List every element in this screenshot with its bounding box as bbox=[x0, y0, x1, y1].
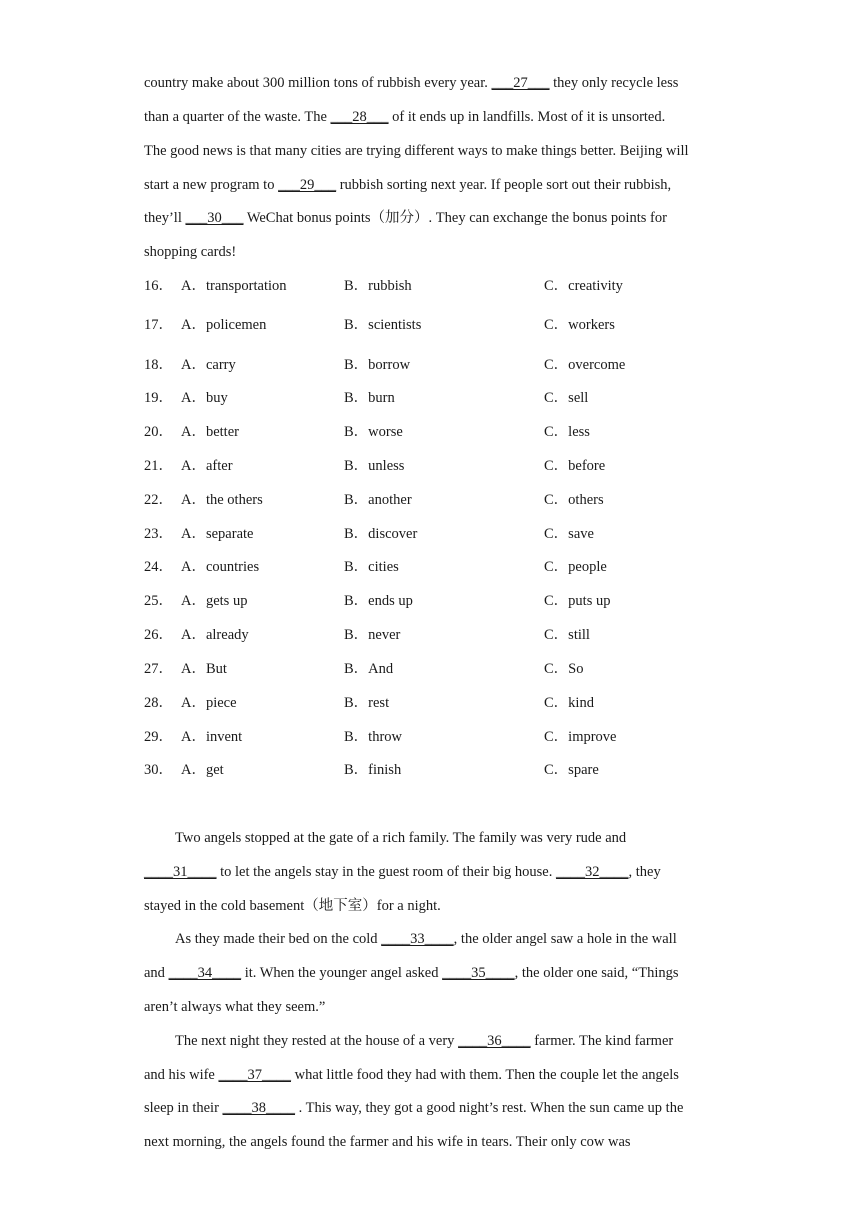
text-segment: next morning, the angels found the farmer and his wife in tears. Their only cow was bbox=[144, 1134, 631, 1150]
option-b[interactable]: B．unless bbox=[344, 458, 405, 474]
text-segment: they’ll bbox=[144, 210, 186, 226]
text-segment: shopping cards! bbox=[144, 244, 237, 260]
option-c[interactable]: C．save bbox=[544, 526, 594, 542]
text-line bbox=[175, 828, 626, 848]
text-segment: aren’t always what they seem.” bbox=[144, 999, 326, 1015]
text-line bbox=[144, 208, 667, 228]
question-row bbox=[144, 490, 744, 510]
text-segment: Two angels stopped at the gate of a rich family. The family was very rude and bbox=[175, 830, 627, 846]
option-c[interactable]: C．before bbox=[544, 458, 606, 474]
question-row bbox=[144, 727, 744, 747]
text-segment: sleep in their bbox=[144, 1100, 223, 1116]
option-a[interactable]: A．after bbox=[181, 458, 233, 474]
question-row bbox=[144, 557, 744, 577]
answer-blank: ____37____ bbox=[218, 1067, 291, 1083]
question-number: 24． bbox=[144, 559, 173, 575]
text-line bbox=[144, 1132, 631, 1152]
text-line bbox=[144, 896, 441, 916]
answer-blank: ____33____ bbox=[381, 931, 454, 947]
text-line bbox=[144, 1065, 679, 1085]
text-segment: rubbish sorting next year. If people sort out their rubbish, bbox=[336, 177, 672, 193]
text-line bbox=[144, 73, 678, 93]
text-segment: , they bbox=[628, 864, 661, 880]
question-number: 25． bbox=[144, 593, 173, 609]
text-segment: and his wife bbox=[144, 1067, 219, 1083]
text-segment: they only recycle less bbox=[549, 75, 679, 91]
text-segment: As they made their bed on the cold bbox=[175, 931, 382, 947]
question-number: 26． bbox=[144, 627, 173, 643]
text-segment: start a new program to bbox=[144, 177, 279, 193]
text-line bbox=[144, 175, 671, 195]
answer-blank: ____32____ bbox=[555, 864, 629, 880]
option-b[interactable]: B．scientists bbox=[344, 317, 422, 333]
question-number: 22． bbox=[144, 492, 173, 508]
text-line bbox=[144, 141, 689, 161]
option-c[interactable]: C．less bbox=[544, 424, 590, 440]
answer-blank: ___28___ bbox=[330, 109, 389, 125]
option-c[interactable]: C．improve bbox=[544, 729, 617, 745]
text-segment: of it ends up in landfills. Most of it is unsorted. bbox=[388, 109, 666, 125]
text-line bbox=[144, 242, 236, 262]
option-c[interactable]: C．puts up bbox=[544, 593, 611, 609]
option-a[interactable]: A．already bbox=[181, 627, 249, 643]
question-row bbox=[144, 625, 744, 645]
text-segment: , the older one said, “Things bbox=[514, 965, 679, 981]
option-b[interactable]: B．cities bbox=[344, 559, 399, 575]
text-segment: The next night they rested at the house of a very bbox=[175, 1033, 459, 1049]
text-line bbox=[175, 1031, 673, 1051]
text-segment: what little food they had with them. Then the couple let the angels bbox=[291, 1067, 679, 1083]
question-number: 27． bbox=[144, 661, 173, 677]
option-c[interactable]: C．sell bbox=[544, 390, 589, 406]
text-segment: The good news is that many cities are trying different ways to make things better. Beijing will bbox=[144, 143, 689, 159]
answer-blank: ____38____ bbox=[222, 1100, 296, 1116]
answer-blank: ____36____ bbox=[458, 1033, 531, 1049]
option-b[interactable]: B．borrow bbox=[344, 357, 411, 373]
text-segment: stayed in the cold basement（地下室）for a night. bbox=[144, 898, 441, 914]
text-line bbox=[144, 997, 325, 1017]
text-segment: country make about 300 million tons of rubbish every year. bbox=[144, 75, 492, 91]
text-line bbox=[144, 963, 679, 983]
text-segment: . This way, they got a good night’s rest. When the sun came up the bbox=[295, 1100, 684, 1116]
option-b[interactable]: B．another bbox=[344, 492, 412, 508]
text-segment: to let the angels stay in the guest room of their big house. bbox=[216, 864, 556, 880]
text-line bbox=[175, 929, 677, 949]
option-b[interactable]: B．worse bbox=[344, 424, 403, 440]
option-a[interactable]: A．the others bbox=[181, 492, 263, 508]
text-segment: farmer. The kind farmer bbox=[530, 1033, 674, 1049]
question-number: 28． bbox=[144, 695, 173, 711]
answer-blank: ___29___ bbox=[278, 177, 337, 193]
option-b[interactable]: B．burn bbox=[344, 390, 395, 406]
question-number: 21． bbox=[144, 458, 173, 474]
text-segment: and bbox=[144, 965, 169, 981]
question-row bbox=[144, 591, 744, 611]
question-number: 16． bbox=[144, 278, 173, 294]
option-a[interactable]: A．get bbox=[181, 762, 224, 778]
question-row bbox=[144, 276, 744, 296]
option-a[interactable]: A．better bbox=[181, 424, 239, 440]
question-row bbox=[144, 355, 744, 375]
option-a[interactable]: A．separate bbox=[181, 526, 254, 542]
text-segment: than a quarter of the waste. The bbox=[144, 109, 331, 125]
question-number: 23． bbox=[144, 526, 173, 542]
option-c[interactable]: C．creativity bbox=[544, 278, 623, 294]
option-a[interactable]: A．carry bbox=[181, 357, 236, 373]
answer-blank: ____34____ bbox=[168, 965, 242, 981]
question-row bbox=[144, 315, 744, 335]
question-number: 19． bbox=[144, 390, 173, 406]
option-c[interactable]: C．others bbox=[544, 492, 604, 508]
question-number: 17． bbox=[144, 317, 173, 333]
option-a[interactable]: A．transportation bbox=[181, 278, 287, 294]
question-row bbox=[144, 760, 744, 780]
option-b[interactable]: B．finish bbox=[344, 762, 402, 778]
option-c[interactable]: C．still bbox=[544, 627, 590, 643]
option-c[interactable]: C．overcome bbox=[544, 357, 626, 373]
option-a[interactable]: A．gets up bbox=[181, 593, 248, 609]
option-a[interactable]: A．piece bbox=[181, 695, 237, 711]
question-row bbox=[144, 388, 744, 408]
option-c[interactable]: C．workers bbox=[544, 317, 615, 333]
option-b[interactable]: B．rubbish bbox=[344, 278, 412, 294]
text-segment: , the older angel saw a hole in the wall bbox=[453, 931, 677, 947]
question-row bbox=[144, 422, 744, 442]
question-number: 18． bbox=[144, 357, 173, 373]
option-c[interactable]: C．people bbox=[544, 559, 607, 575]
option-c[interactable]: C．kind bbox=[544, 695, 594, 711]
option-b[interactable]: B．throw bbox=[344, 729, 402, 745]
option-b[interactable]: B．never bbox=[344, 627, 401, 643]
question-number: 29． bbox=[144, 729, 173, 745]
question-number: 20． bbox=[144, 424, 173, 440]
option-a[interactable]: A．buy bbox=[181, 390, 228, 406]
option-c[interactable]: C．spare bbox=[544, 762, 599, 778]
text-line bbox=[144, 107, 665, 127]
question-row bbox=[144, 659, 744, 679]
option-a[interactable]: A．policemen bbox=[181, 317, 267, 333]
answer-blank: ____35____ bbox=[442, 965, 515, 981]
option-b[interactable]: B．discover bbox=[344, 526, 418, 542]
text-line bbox=[144, 1098, 683, 1118]
question-number: 30． bbox=[144, 762, 173, 778]
question-row bbox=[144, 524, 744, 544]
answer-blank: ____31____ bbox=[144, 864, 217, 880]
text-line bbox=[144, 862, 661, 882]
answer-blank: ___30___ bbox=[185, 210, 244, 226]
option-a[interactable]: A．But bbox=[181, 661, 227, 677]
option-b[interactable]: B．ends up bbox=[344, 593, 413, 609]
text-segment: WeChat bonus points（加分）. They can exchange the bonus points for bbox=[243, 210, 667, 226]
option-a[interactable]: A．invent bbox=[181, 729, 243, 745]
question-row bbox=[144, 693, 744, 713]
answer-blank: ___27___ bbox=[491, 75, 550, 91]
option-b[interactable]: B．rest bbox=[344, 695, 390, 711]
option-a[interactable]: A．countries bbox=[181, 559, 260, 575]
option-c[interactable]: C．So bbox=[544, 661, 584, 677]
question-row bbox=[144, 456, 744, 476]
option-b[interactable]: B．And bbox=[344, 661, 394, 677]
text-segment: it. When the younger angel asked bbox=[241, 965, 443, 981]
